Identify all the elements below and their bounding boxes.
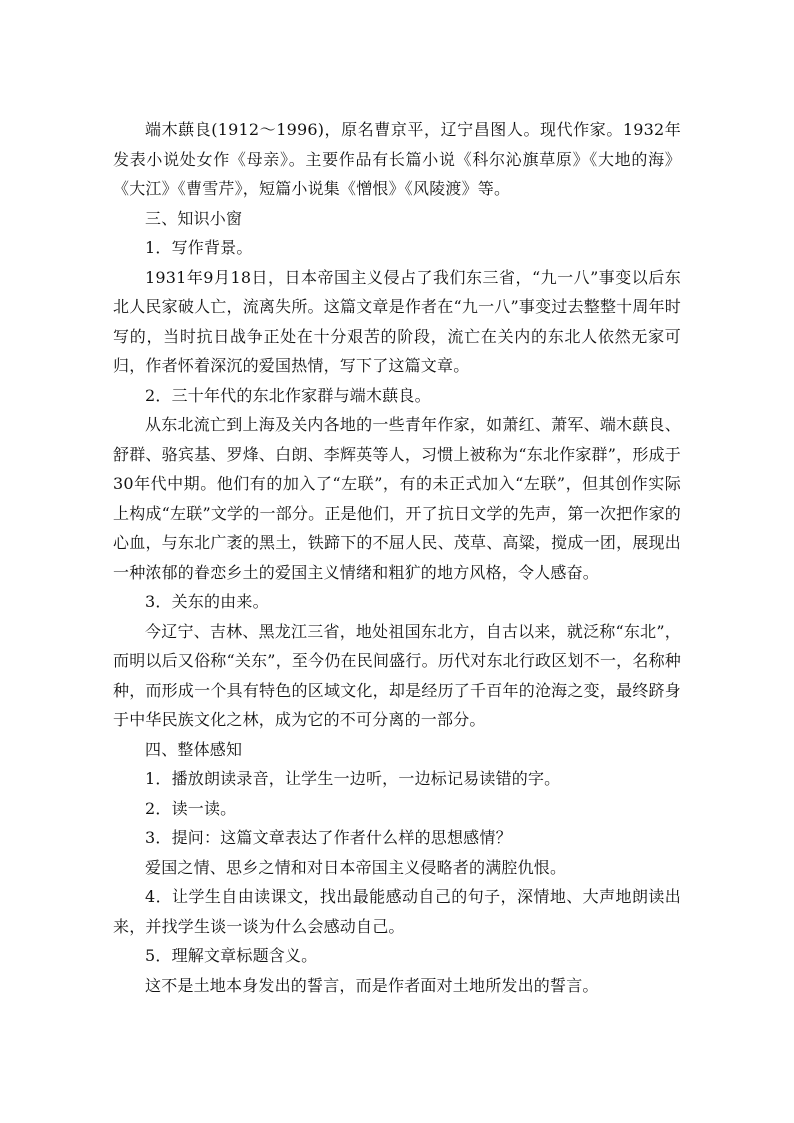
answer-emotion: 爱国之情、思乡之情和对日本帝国主义侵略者的满腔仇恨。 xyxy=(145,857,567,877)
step-read: 2．读一读。 xyxy=(145,798,237,818)
subheading-guandong-origin: 3．关东的由来。 xyxy=(145,592,269,611)
guandong-origin-paragraph: 今辽宁、吉林、黑龙江三省，地处祖国东北方，自古以来，就泛称“东北”，而明以后又俗称“关东”，至今仍在民间盛行。历代对东北行政区划不一，名称种种，而形成一个具有特色的区域文化，却是经历了千百年的沧海之变，最终跻身于中华民族文化之林，成为它的不可分离的一部分。 xyxy=(113,621,681,729)
document-body xyxy=(113,115,681,1000)
step-question: 3．提问：这篇文章表达了作者什么样的思想感情？ xyxy=(145,828,512,847)
answer-title-meaning: 这不是土地本身发出的誓言，而是作者面对土地所发出的誓言。 xyxy=(145,975,599,995)
section-heading-overall-perception: 四、整体感知 xyxy=(145,739,243,759)
step-title-meaning: 5．理解文章标题含义。 xyxy=(145,946,318,965)
section-heading-knowledge-window: 三、知识小窗 xyxy=(145,208,243,228)
writing-background-paragraph: 1931年9月18日，日本帝国主义侵占了我们东三省，“九一八”事变以后东北人民家破人亡，流离失所。这篇文章是作者在“九一八”事变过去整整十周年时写的，当时抗日战争正处在十分艰苦的阶段，流亡在关内的东北人依然无家可归，作者怀着深沉的爱国热情，写下了这篇文章。 xyxy=(113,267,681,375)
step-play-recording: 1．播放朗读录音，让学生一边听，一边标记易读错的字。 xyxy=(145,769,561,788)
northeast-writers-paragraph: 从东北流亡到上海及关内各地的一些青年作家，如萧红、萧军、端木蕻良、舒群、骆宾基、罗烽、白朗、李辉英等人，习惯上被称为“东北作家群”，形成于30年代中期。他们有的加入了“左联”，有的未正式加入“左联”，但其创作实际上构成“左联”文学的一部分。正是他们，开了抗日文学的先声，第一次把作家的心血，与东北广袤的黑土，铁蹄下的不屈人民、茂草、高粱，搅成一团，展现出一种浓郁的眷恋乡土的爱国主义情绪和粗犷的地方风格，令人感奋。 xyxy=(113,415,681,582)
subheading-writing-background: 1．写作背景。 xyxy=(145,238,253,257)
author-bio-paragraph: 端木蕻良(1912～1996)，原名曹京平，辽宁昌图人。现代作家。1932年发表小说处女作《母亲》。主要作品有长篇小说《科尔沁旗草原》《大地的海》《大江》《曹雪芹》，短篇小说集《憎恨》《风陵渡》等。 xyxy=(113,120,681,198)
subheading-northeast-writers: 2．三十年代的东北作家群与端木蕻良。 xyxy=(145,385,431,405)
step-free-reading: 4．让学生自由读课文，找出最能感动自己的句子，深情地、大声地朗读出来，并找学生谈一谈为什么会感动自己。 xyxy=(113,887,681,936)
